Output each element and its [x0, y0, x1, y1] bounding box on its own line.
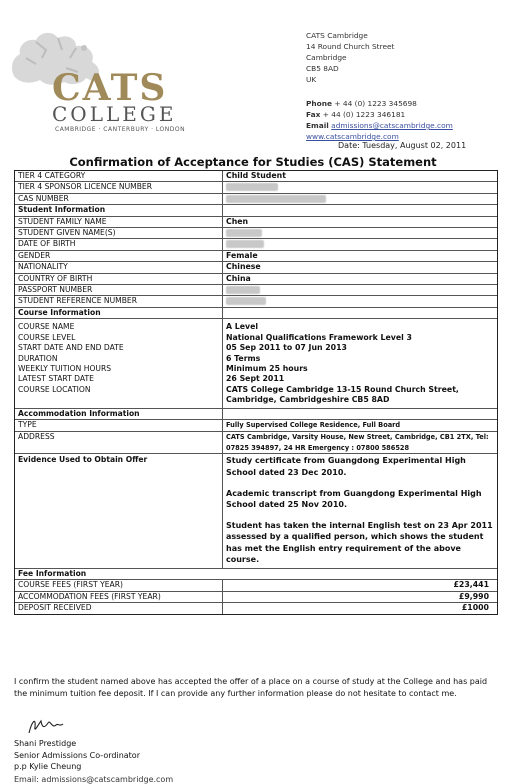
evidence-paragraph: Study certificate from Guangdong Experimental High School dated 23 Dec 2010.	[226, 456, 466, 477]
evidence-paragraph: Student has taken the internal English test on 23 Apr 2011 assessed by a qualified person, which shows the student has met the English entry requirement of the above course.	[226, 521, 493, 564]
row-value: 05 Sep 2011 to 07 Jun 2013	[226, 343, 347, 353]
row-label: COURSE FEES (FIRST YEAR)	[15, 580, 223, 590]
row-label: PASSPORT NUMBER	[15, 285, 223, 295]
row-label: TIER 4 CATEGORY	[15, 171, 223, 181]
table-row	[15, 262, 497, 273]
course-values	[223, 319, 497, 407]
row-value: 6 Terms	[226, 353, 261, 363]
section-heading: Student Information	[15, 205, 223, 215]
row-label: DURATION	[18, 353, 58, 363]
signatory-block	[14, 738, 140, 773]
row-value: National Qualifications Framework Level 3	[226, 332, 412, 342]
redacted-value	[223, 182, 497, 192]
row-label: COURSE NAME	[18, 322, 75, 332]
row-value: A Level	[226, 322, 259, 332]
signer-role: Senior Admissions Co-ordinator	[14, 750, 140, 760]
table-row	[15, 228, 497, 239]
row-label: TYPE	[15, 420, 223, 431]
row-label: STUDENT REFERENCE NUMBER	[15, 296, 223, 306]
signature-image	[26, 715, 66, 737]
redacted-value	[223, 239, 497, 249]
table-row	[15, 580, 497, 591]
row-label: COUNTRY OF BIRTH	[15, 274, 223, 284]
section-header-row	[15, 569, 497, 580]
row-label: NATIONALITY	[15, 262, 223, 272]
evidence-paragraph: Academic transcript from Guangdong Experimental High School dated 25 Nov 2010.	[226, 488, 482, 509]
section-header-row	[15, 409, 497, 420]
row-value: Fully Supervised College Residence, Full Board	[226, 420, 401, 429]
cas-table	[14, 170, 498, 615]
table-row	[15, 239, 497, 250]
table-row	[15, 432, 497, 455]
signer-pp: p.p Kylie Cheung	[14, 762, 82, 771]
row-label: CAS NUMBER	[15, 194, 223, 204]
table-row	[15, 420, 497, 432]
signer-name: Shani Prestidge	[14, 739, 77, 748]
section-heading: Course Information	[15, 308, 223, 318]
row-label: STUDENT FAMILY NAME	[15, 217, 223, 227]
row-value: Female	[226, 250, 258, 260]
logo-tagline: CAMBRIDGE · CANTERBURY · LONDON	[55, 126, 186, 133]
row-value: Minimum 25 hours	[226, 363, 308, 373]
table-row	[15, 251, 497, 262]
row-label: STUDENT GIVEN NAME(S)	[15, 228, 223, 238]
row-value: Chinese	[226, 262, 261, 272]
row-label: ADDRESS	[15, 432, 223, 454]
row-value: Child Student	[226, 171, 286, 180]
row-value: CATS Cambridge, Varsity House, New Street, Cambridge, CB1 2TX, Tel: 07825 394897, 24 HR Emergency : 07800 586528	[226, 432, 489, 452]
row-value: £23,441	[453, 580, 489, 590]
address-line: UK	[306, 75, 317, 84]
redacted-value	[223, 194, 497, 204]
section-heading: Fee Information	[18, 568, 87, 578]
row-label: LATEST START DATE	[18, 374, 94, 384]
row-value: £1000	[461, 603, 489, 613]
course-details-row	[15, 319, 497, 408]
row-value: Chen	[226, 216, 249, 226]
address-line: Cambridge	[306, 53, 347, 62]
document-title: Confirmation of Acceptance for Studies (CAS) Statement	[69, 155, 437, 169]
phone-line: Phone + 44 (0) 1223 345698	[306, 99, 417, 108]
row-label: ACCOMMODATION FEES (FIRST YEAR)	[15, 592, 223, 602]
address-line: 14 Round Church Street	[306, 42, 395, 51]
row-value: China	[226, 273, 251, 283]
website-link[interactable]: www.catscambridge.com	[306, 132, 399, 141]
letter-date: Date: Tuesday, August 02, 2011	[338, 141, 467, 150]
section-header-row	[15, 205, 497, 216]
evidence-text	[223, 454, 497, 568]
row-label: COURSE LOCATION	[18, 384, 91, 394]
row-value: £9,990	[458, 591, 489, 601]
table-row	[15, 274, 497, 285]
confirmation-statement: I confirm the student named above has accepted the offer of a place on a course of study at the College and has paid the minimum tuition fee deposit. If I can provide any further information please do not hesitate to contact me.	[14, 677, 488, 698]
table-row	[15, 592, 497, 603]
row-label: WEEKLY TUITION HOURS	[18, 363, 112, 373]
evidence-row	[15, 454, 497, 569]
table-row	[15, 171, 497, 182]
section-header-row	[15, 308, 497, 319]
redacted-value	[223, 228, 497, 238]
table-row	[15, 217, 497, 228]
row-value: 26 Sept 2011	[226, 374, 285, 384]
address-line: CB5 8AD	[306, 64, 339, 73]
table-row	[15, 603, 497, 613]
logo-college-wordmark: COLLEGE	[52, 102, 177, 126]
address-line: CATS Cambridge	[306, 31, 368, 40]
table-row	[15, 285, 497, 296]
row-label: TIER 4 SPONSOR LICENCE NUMBER	[15, 182, 223, 192]
section-heading: Accommodation Information	[15, 409, 223, 419]
fax-line: Fax + 44 (0) 1223 346181	[306, 110, 406, 119]
course-labels	[15, 319, 223, 407]
row-value: Cambridge, Cambridgeshire CB5 8AD	[226, 395, 390, 405]
logo-cats-wordmark: CATS	[52, 67, 168, 109]
redacted-value	[223, 285, 497, 295]
row-label: COURSE LEVEL	[18, 332, 76, 342]
row-label: Evidence Used to Obtain Offer	[15, 454, 223, 568]
table-row	[15, 194, 497, 205]
row-label: START DATE AND END DATE	[18, 343, 124, 353]
email-line: Email admissions@catscambridge.com	[306, 121, 453, 130]
table-row	[15, 296, 497, 307]
college-address-block	[306, 30, 453, 142]
redacted-value	[223, 296, 497, 306]
row-label: GENDER	[15, 251, 223, 261]
row-label: DEPOSIT RECEIVED	[15, 603, 223, 613]
row-label: DATE OF BIRTH	[15, 239, 223, 249]
row-value: CATS College Cambridge 13-15 Round Church Street,	[226, 384, 459, 394]
signer-email-cutoff: Email: admissions@catscambridge.com	[14, 775, 174, 784]
table-row	[15, 182, 497, 193]
email-link[interactable]: admissions@catscambridge.com	[331, 121, 453, 130]
